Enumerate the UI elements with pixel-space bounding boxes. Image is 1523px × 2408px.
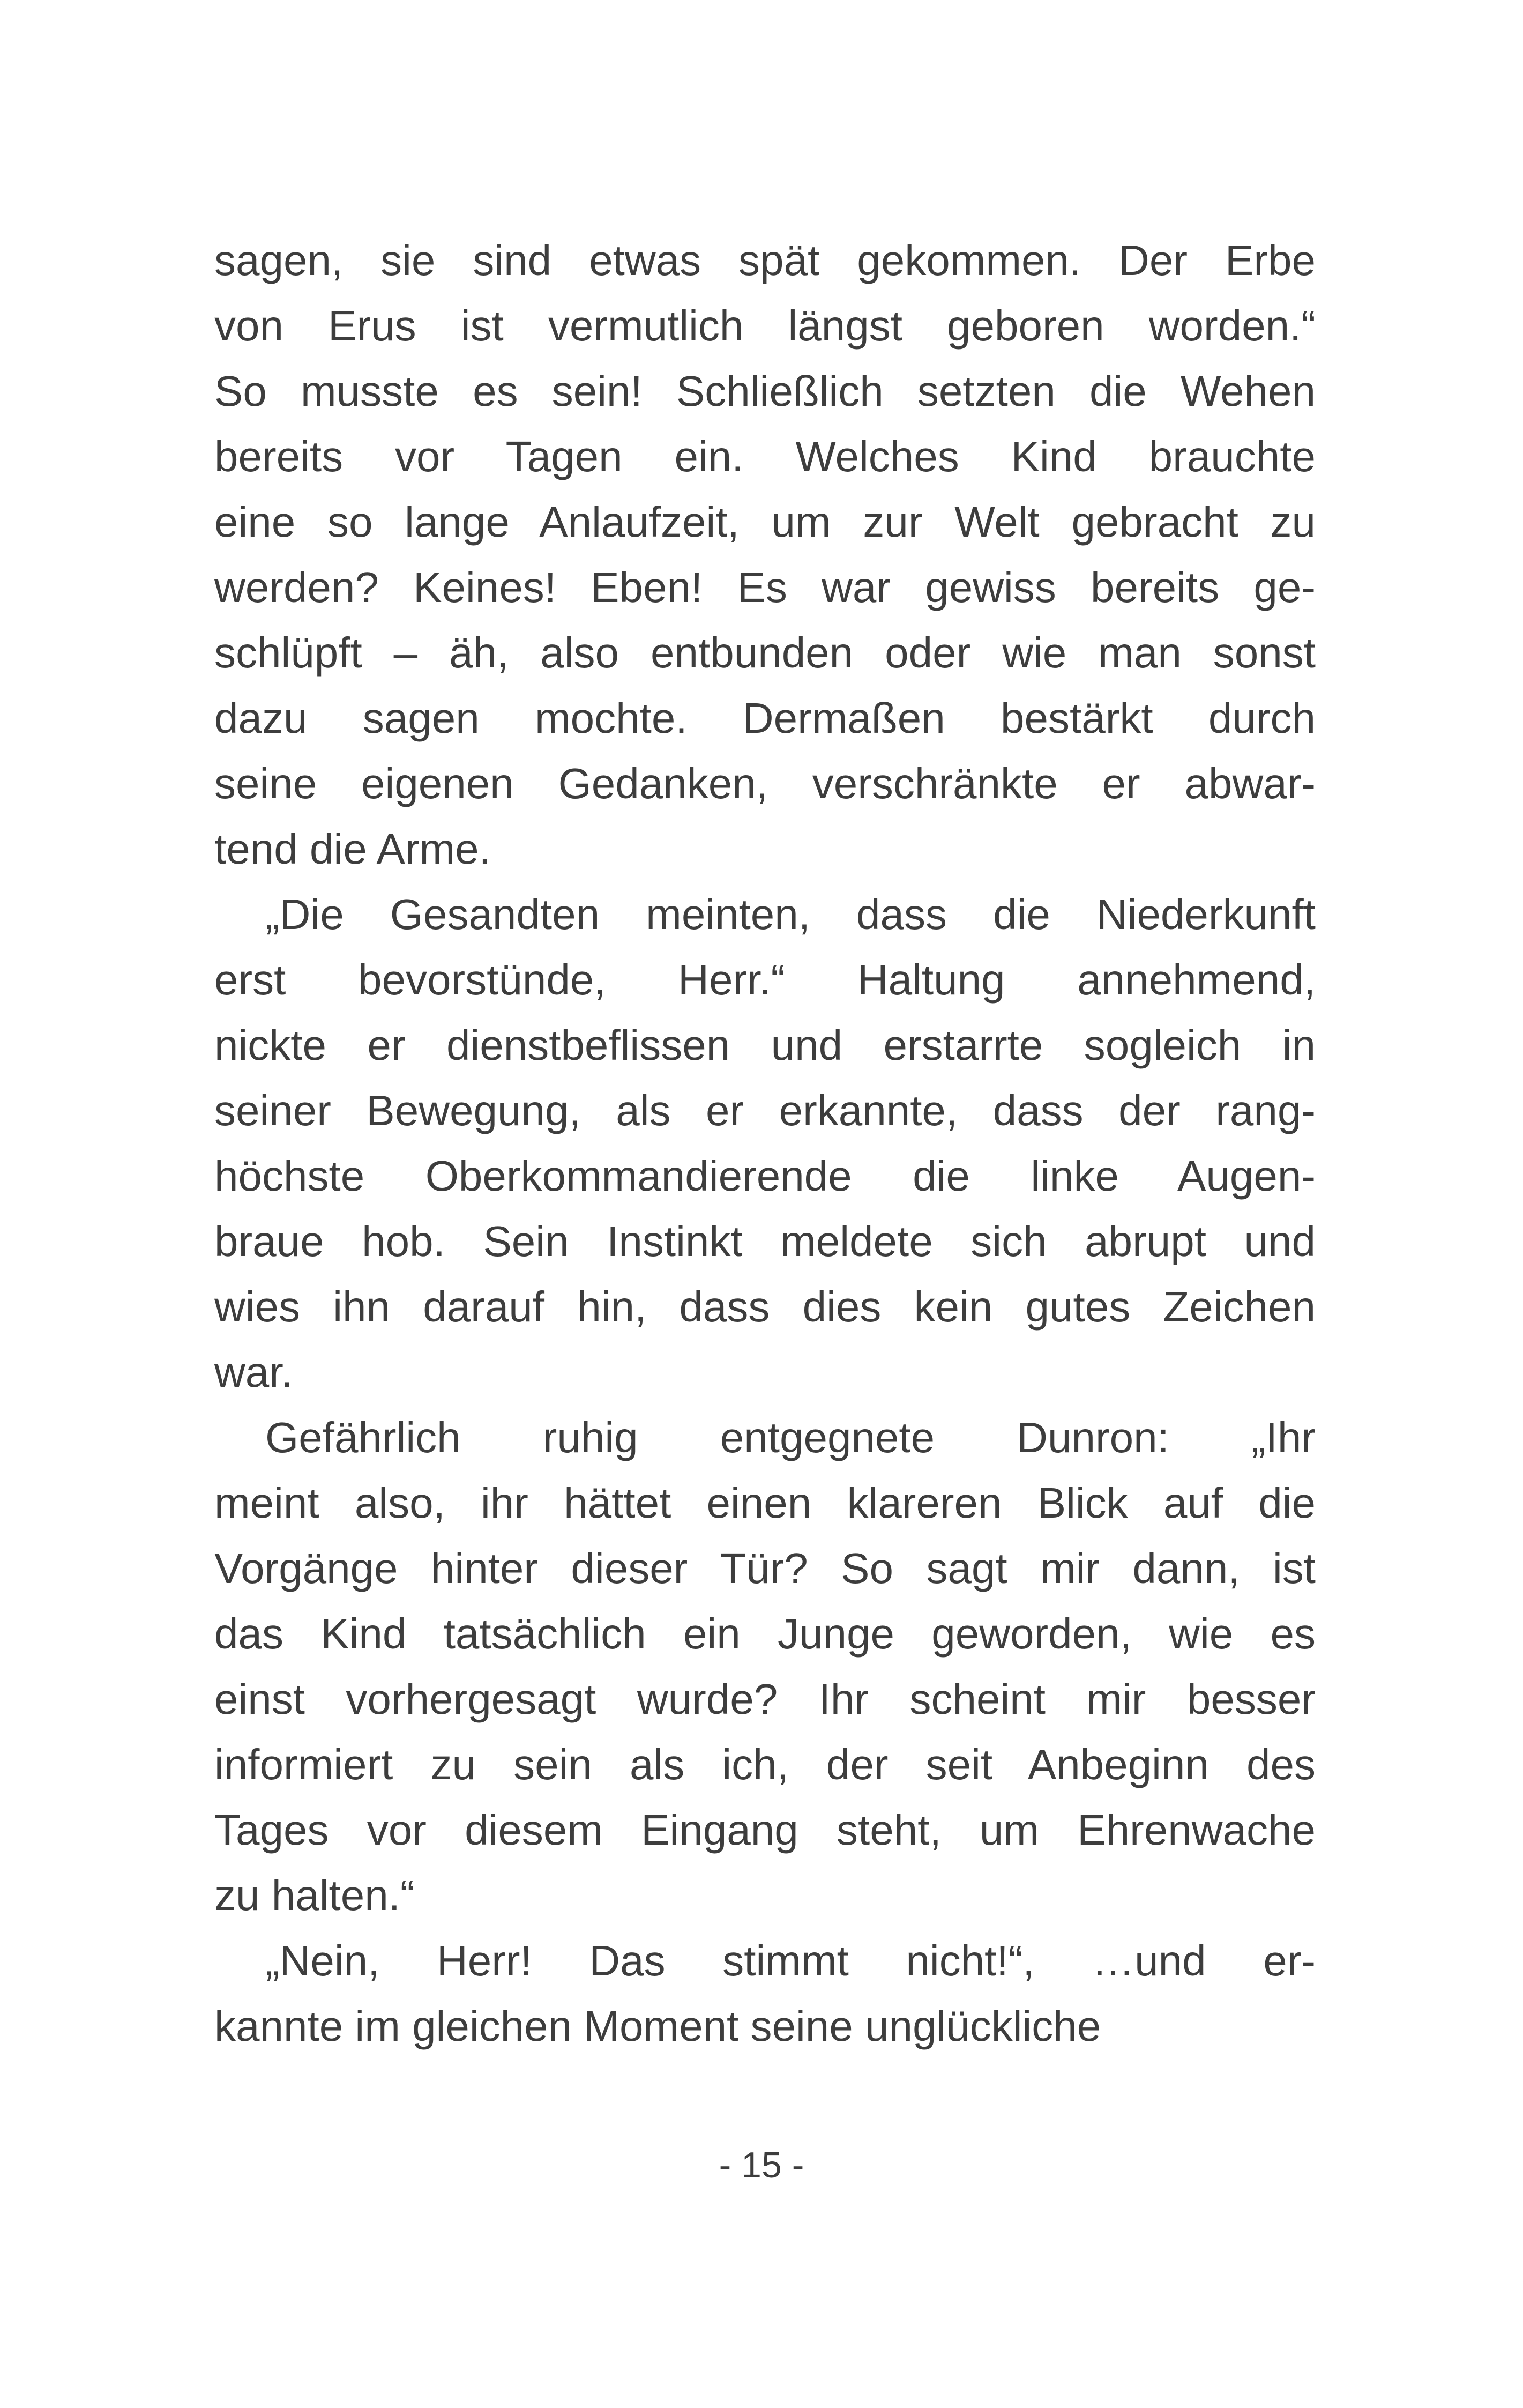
text-line: „Nein, Herr! Das stimmt nicht!“, …und er- bbox=[265, 1937, 1316, 1985]
text-line: war. bbox=[214, 1348, 293, 1396]
text-line: sagen, sie sind etwas spät gekommen. Der Erbe bbox=[214, 236, 1316, 284]
text-column bbox=[214, 228, 1316, 2059]
text-line: informiert zu sein als ich, der seit Anbeginn des bbox=[214, 1741, 1316, 1788]
text-line: zu halten.“ bbox=[214, 1871, 415, 1919]
text-line: tend die Arme. bbox=[214, 825, 491, 873]
text-line: werden? Keines! Eben! Es war gewiss bereits ge- bbox=[214, 563, 1316, 611]
text-line: „Die Gesandten meinten, dass die Niederkunft bbox=[265, 890, 1316, 938]
text-line: einst vorhergesagt wurde? Ihr scheint mir besser bbox=[214, 1675, 1316, 1723]
text-line: erst bevorstünde, Herr.“ Haltung annehmend, bbox=[214, 956, 1316, 1004]
text-line: seiner Bewegung, als er erkannte, dass der rang- bbox=[214, 1087, 1316, 1134]
text-line: von Erus ist vermutlich längst geboren worden.“ bbox=[214, 302, 1316, 350]
text-line: wies ihn darauf hin, dass dies kein gutes Zeichen bbox=[214, 1283, 1316, 1331]
text-line: meint also, ihr hättet einen klareren Blick auf die bbox=[214, 1479, 1316, 1527]
text-line: höchste Oberkommandierende die linke Augen- bbox=[214, 1152, 1316, 1200]
page-number: - 15 - bbox=[719, 2145, 804, 2186]
text-line: kannte im gleichen Moment seine unglückliche bbox=[214, 2002, 1101, 2050]
text-line: braue hob. Sein Instinkt meldete sich abrupt und bbox=[214, 1217, 1316, 1265]
text-line: Gefährlich ruhig entgegnete Dunron: „Ihr bbox=[265, 1414, 1316, 1461]
text-line: schlüpft – äh, also entbunden oder wie man sonst bbox=[214, 629, 1316, 677]
text-line: Tages vor diesem Eingang steht, um Ehrenwache bbox=[214, 1806, 1316, 1854]
text-line: bereits vor Tagen ein. Welches Kind brauchte bbox=[214, 433, 1316, 480]
text-line: nickte er dienstbeflissen und erstarrte sogleich in bbox=[214, 1021, 1316, 1069]
text-line: das Kind tatsächlich ein Junge geworden, wie es bbox=[214, 1610, 1316, 1658]
text-line: eine so lange Anlaufzeit, um zur Welt gebracht zu bbox=[214, 498, 1316, 546]
text-line: dazu sagen mochte. Dermaßen bestärkt durch bbox=[214, 694, 1316, 742]
text-line: seine eigenen Gedanken, verschränkte er abwar- bbox=[214, 760, 1316, 807]
text-line: So musste es sein! Schließlich setzten die Wehen bbox=[214, 367, 1316, 415]
text-line: Vorgänge hinter dieser Tür? So sagt mir dann, ist bbox=[214, 1544, 1316, 1592]
